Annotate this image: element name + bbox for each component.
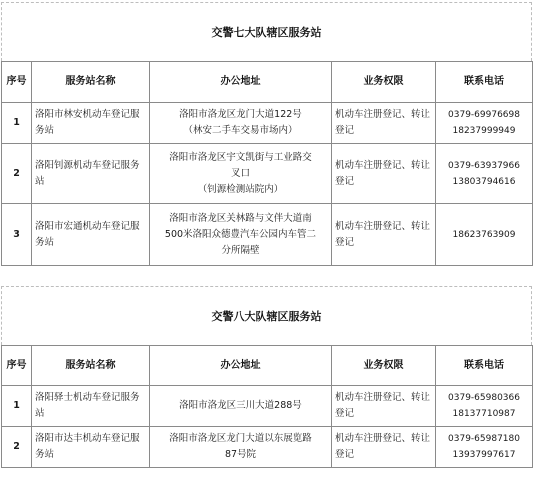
station-name: 洛阳市林安机动车登记服务站 (32, 103, 150, 144)
station-phone (436, 204, 533, 266)
section-title: 交警七大队辖区服务站 (1, 2, 532, 61)
address-line: 洛阳市洛龙区关林路与文伴大道南 (169, 212, 312, 224)
header-row (2, 62, 533, 103)
header-row (2, 346, 533, 386)
station-permission: 机动车注册登记、转让登记 (332, 427, 436, 468)
header-address: 办公地址 (150, 346, 332, 386)
row-index: 2 (2, 144, 32, 204)
section-8 (1, 286, 532, 468)
phone-line: 18137710987 (452, 409, 516, 419)
station-name: 洛阳市达丰机动车登记服务站 (32, 427, 150, 468)
station-name: 洛阳驿士机动车登记服务站 (32, 386, 150, 427)
address-line: 叉口 (230, 167, 250, 179)
address-line: 87号院 (224, 449, 257, 460)
station-phone (436, 386, 533, 427)
header-name: 服务站名称 (32, 62, 150, 103)
phone-line: 13937997617 (452, 450, 516, 460)
station-address (150, 204, 332, 266)
row-index: 3 (2, 204, 32, 266)
table-row (2, 103, 533, 144)
station-address (150, 144, 332, 204)
table-row (2, 144, 533, 204)
station-permission: 机动车注册登记、转让登记 (332, 204, 436, 266)
header-index: 序号 (2, 62, 32, 103)
phone-line: 18237999949 (452, 126, 516, 136)
phone-line: 18623763909 (452, 229, 516, 240)
section-7 (1, 2, 532, 266)
station-phone (436, 427, 533, 468)
station-phone (436, 144, 533, 204)
station-permission: 机动车注册登记、转让登记 (332, 386, 436, 427)
address-line: 洛阳市洛龙区龙门大道以东展览路 (169, 433, 312, 444)
address-line: 洛阳市洛龙区宇文凯街与工业路交 (169, 151, 312, 163)
header-phone: 联系电话 (436, 62, 533, 103)
row-index: 1 (2, 103, 32, 144)
station-address (150, 427, 332, 468)
header-permission: 业务权限 (332, 62, 436, 103)
header-permission: 业务权限 (332, 346, 436, 386)
header-phone: 联系电话 (436, 346, 533, 386)
header-index: 序号 (2, 346, 32, 386)
station-permission: 机动车注册登记、转让登记 (332, 103, 436, 144)
phone-line: 0379-65987180 (448, 434, 520, 444)
section-title: 交警八大队辖区服务站 (1, 286, 532, 345)
address-line: 500米洛阳众德豊汽车公园内车管二 (164, 228, 317, 240)
phone-line: 0379-63937966 (448, 160, 520, 171)
station-address (150, 103, 332, 144)
station-name: 洛阳市宏通机动车登记服务站 (32, 204, 150, 266)
phone-line: 13803794616 (452, 176, 516, 187)
address-line: 分所隔壁 (221, 244, 260, 256)
address-line: （林安二手车交易市场内） (183, 125, 298, 136)
address-line: （钊源检测站院内） (197, 183, 284, 195)
address-line: 洛阳市洛龙区龙门大道122号 (179, 109, 302, 120)
table-row (2, 386, 533, 427)
phone-line: 0379-69976698 (448, 110, 520, 120)
station-permission: 机动车注册登记、转让登记 (332, 144, 436, 204)
header-name: 服务站名称 (32, 346, 150, 386)
station-table (1, 61, 533, 266)
phone-line: 0379-65980366 (448, 393, 520, 403)
station-phone (436, 103, 533, 144)
row-index: 1 (2, 386, 32, 427)
station-name: 洛阳钊源机动车登记服务站 (32, 144, 150, 204)
station-address (150, 386, 332, 427)
header-address: 办公地址 (150, 62, 332, 103)
row-index: 2 (2, 427, 32, 468)
address-line: 洛阳市洛龙区三川大道288号 (179, 400, 302, 411)
table-row (2, 427, 533, 468)
station-table (1, 345, 533, 468)
table-row (2, 204, 533, 266)
